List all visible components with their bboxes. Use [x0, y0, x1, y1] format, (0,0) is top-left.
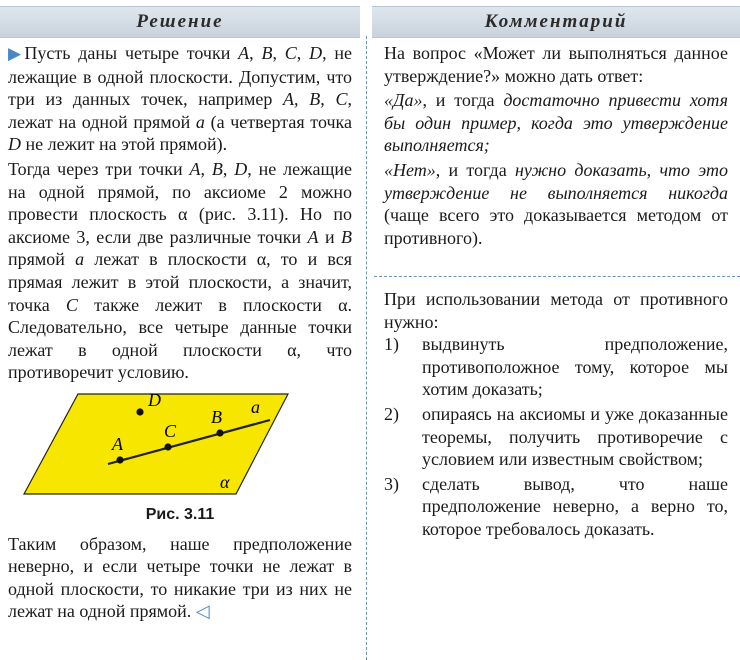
- label-C: C: [164, 420, 177, 441]
- label-A: A: [112, 433, 123, 454]
- label-plane-alpha: α: [220, 471, 230, 492]
- comment-header: Комментарий: [372, 6, 740, 38]
- solution-paragraph-1: ▶Пусть даны четыре точки A, B, C, D, не лежащие в одной плоскости. Допустим, что три из данных точек, например A, B, C, лежат на одной прямой a (а четвертая точка D не лежит на этой прямой).: [8, 43, 353, 155]
- point-A-dot: [116, 456, 123, 463]
- method-intro: При использовании метода от противного нужно:: [384, 289, 728, 332]
- solution-column: [8, 42, 352, 623]
- method-step: 3) сделать вывод, что наше предположение неверно, а верно то, которое требовалось доказать.: [384, 473, 728, 539]
- method-step: 1) выдвинуть предположение, противоположное тому, которое мы хотим доказать;: [384, 334, 728, 400]
- column-divider: [366, 36, 367, 660]
- comment-paragraph-1: На вопрос «Может ли выполняться данное утверждение?» можно дать ответ:: [384, 43, 728, 86]
- label-D: D: [148, 389, 161, 410]
- label-B: B: [211, 406, 222, 427]
- method-steps-list: [384, 333, 728, 540]
- plane-figure: [8, 390, 352, 498]
- comment-paragraph-no: «Нет», и тогда нужно доказать, что это утверждение не выполняется никогда (чаще всего это доказывается методом от противного).: [384, 159, 728, 248]
- method-step: 2) опираясь на аксиомы и уже доказанные теоремы, получить противоречие с условием или известным свойством;: [384, 403, 728, 470]
- label-line-a: a: [251, 396, 260, 417]
- figure-caption: Рис. 3.11: [145, 505, 215, 523]
- start-triangle-icon: ▶: [8, 44, 25, 63]
- end-triangle-icon: ◁: [195, 601, 210, 622]
- point-D-dot: [136, 408, 143, 415]
- comment-column-top: [384, 42, 728, 249]
- point-B-dot: [216, 429, 223, 436]
- solution-paragraph-2: Тогда через три точки A, B, D, не лежащие на одной прямой, по аксиоме 2 можно провести плоскость α (рис. 3.11). Но по аксиоме 3, если две различные точки A и B прямой a лежат в плоскости α, то и вся прямая лежит в этой плоскости, а значит, точка C также лежит в плоскости α. Следовательно, все четыре данные точки лежат в одной плоскости α, что противоречит условию.: [8, 158, 353, 383]
- point-C-dot: [164, 443, 171, 450]
- comment-column-bottom: [384, 288, 728, 541]
- solution-paragraph-3: Таким образом, наше предположение неверно, и если четыре точки не лежат в одной плоскости, то никакие три из них не лежат на одной прямой. ◁: [8, 533, 352, 622]
- solution-header: Решение: [0, 6, 360, 38]
- comment-paragraph-yes: «Да», и тогда достаточно привести хотя бы один пример, когда это утверждение выполняется;: [384, 90, 728, 156]
- comment-section-divider: [374, 276, 740, 277]
